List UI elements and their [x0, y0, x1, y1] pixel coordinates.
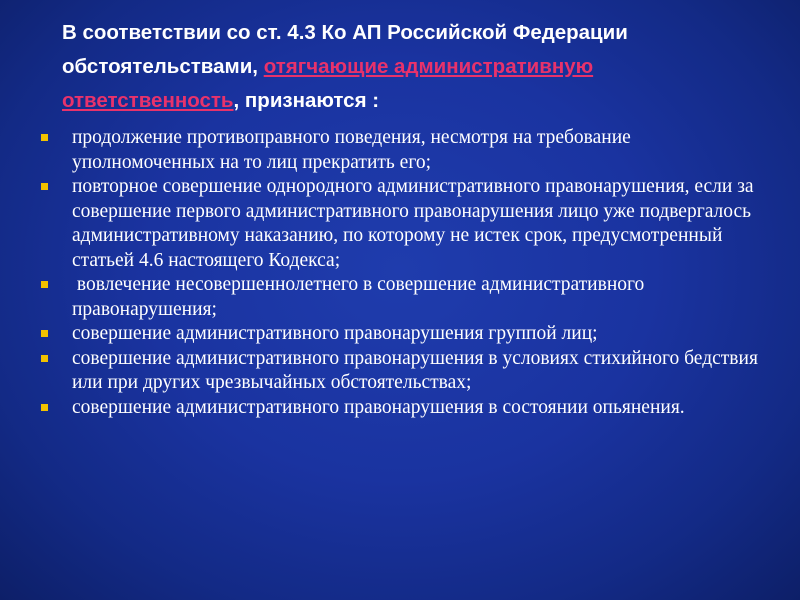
square-bullet-icon	[41, 134, 48, 141]
square-bullet-icon	[41, 355, 48, 362]
square-bullet-icon	[41, 281, 48, 288]
slide-heading	[62, 16, 762, 118]
bullet-text: совершение административного правонарушения в состоянии опьянения.	[72, 396, 685, 418]
heading-text-start: В соответствии со ст. 4.3 Ко АП Российской Федерации обстоятельствами,	[62, 21, 628, 78]
bullet-text: совершение административного правонарушения группой лиц;	[72, 323, 598, 344]
bullet-item	[40, 347, 770, 396]
square-bullet-icon	[41, 330, 48, 337]
square-bullet-icon	[41, 404, 48, 411]
square-bullet-icon	[41, 183, 48, 190]
bullet-text: вовлечение несовершеннолетнего в совершение административного правонарушения;	[72, 274, 650, 320]
heading-text-end: , признаются :	[233, 89, 380, 112]
bullet-list	[40, 126, 770, 420]
bullet-item	[40, 273, 770, 322]
bullet-item	[40, 126, 770, 175]
bullet-item	[40, 396, 770, 421]
bullet-text: продолжение противоправного поведения, несмотря на требование уполномоченных на то лиц прекратить его;	[72, 127, 631, 173]
bullet-item	[40, 175, 770, 273]
bullet-text: повторное совершение однородного административного правонарушения, если за совершение первого административного правонарушения лицо уже подвергалось административному наказанию, по которому не истек срок, предусмотренный статьей 4.6 настоящего Кодекса;	[72, 176, 754, 271]
bullet-text: совершение административного правонарушения в условиях стихийного бедствия или при других чрезвычайных обстоятельствах;	[72, 347, 758, 393]
heading-accent-text: отягчающие административную ответственность	[62, 55, 594, 112]
bullet-item	[40, 322, 770, 347]
